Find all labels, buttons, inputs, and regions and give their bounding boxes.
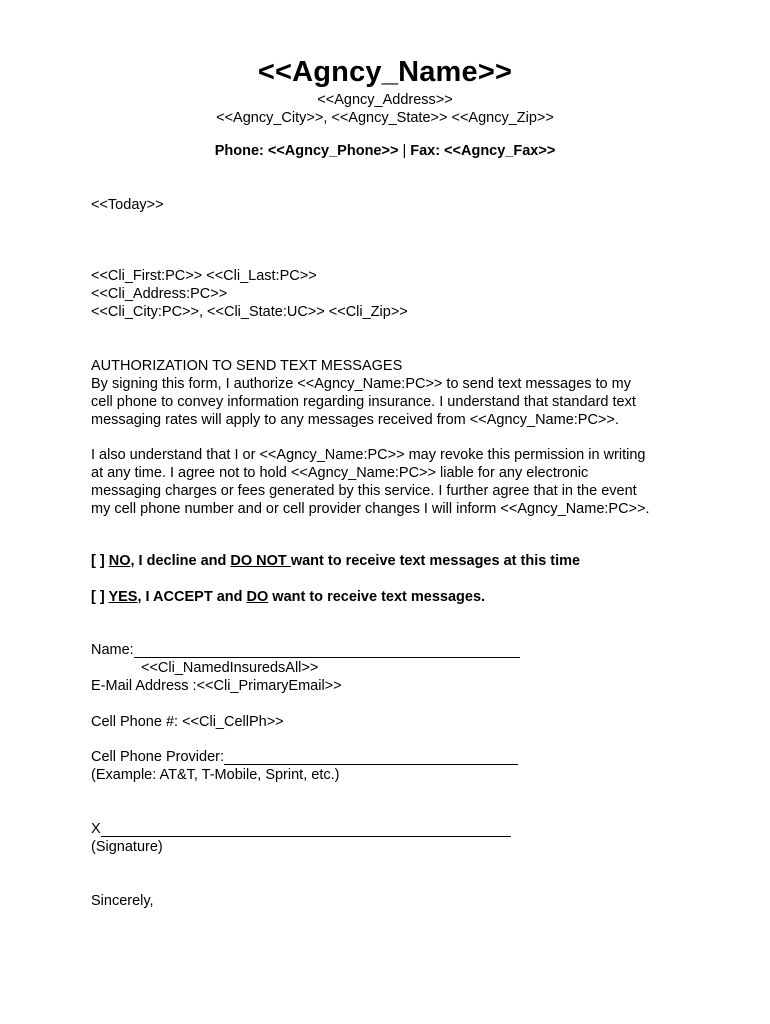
accept-text: , I ACCEPT and (137, 589, 247, 605)
agency-fax: Fax: <<Agncy_Fax>> (410, 143, 556, 159)
paragraph-line: By signing this form, I authorize <<Agncy_Name:PC>> to send text messages to my (91, 376, 631, 392)
provider-example: (Example: AT&T, T-Mobile, Sprint, etc.) (91, 767, 340, 783)
agency-phone: Phone: <<Agncy_Phone>> (214, 143, 399, 159)
decline-emphasis: DO NOT (230, 553, 291, 569)
signature-row (91, 821, 511, 837)
client-address-block (91, 267, 691, 321)
client-address: <<Cli_Address:PC>> (91, 286, 228, 302)
client-name: <<Cli_First:PC>> <<Cli_Last:PC>> (91, 268, 317, 284)
client-city-state-zip: <<Cli_City:PC>>, <<Cli_State:UC>> <<Cli_Zip>> (91, 304, 408, 320)
signature-field[interactable] (101, 822, 511, 837)
provider-field[interactable] (224, 750, 518, 765)
decline-checkbox[interactable]: [ ] (91, 553, 105, 569)
paragraph-line: messaging rates will apply to any messages received from <<Agncy_Name:PC>>. (91, 412, 619, 428)
authorization-heading: AUTHORIZATION TO SEND TEXT MESSAGES (91, 358, 403, 374)
date-text: <<Today>> (91, 197, 164, 213)
email-label: E-Mail Address :<<Cli_PrimaryEmail>> (91, 678, 342, 694)
agency-address: <<Agncy_Address>> (317, 92, 453, 108)
revocation-paragraph (91, 446, 691, 518)
accept-tail: want to receive text messages. (268, 589, 486, 605)
accept-option[interactable] (91, 589, 485, 605)
signature-label: (Signature) (91, 839, 163, 855)
contact-separator: | (402, 143, 407, 159)
signature-x: X (91, 821, 101, 837)
accept-emphasis: DO (246, 589, 269, 605)
decline-text: , I decline and (130, 553, 231, 569)
provider-row (91, 749, 518, 765)
paragraph-line: at any time. I agree not to hold <<Agncy_Name:PC>> liable for any electronic (91, 465, 589, 481)
paragraph-line: messaging charges or fees generated by this service. I further agree that in the event (91, 483, 637, 499)
letter-date (91, 196, 691, 214)
named-insureds: <<Cli_NamedInsuredsAll>> (141, 660, 319, 676)
agency-contact-line (0, 143, 770, 159)
paragraph-line: I also understand that I or <<Agncy_Name:PC>> may revoke this permission in writing (91, 447, 646, 463)
authorization-paragraph (91, 357, 691, 429)
agency-name-title: <<Agncy_Name>> (257, 56, 513, 88)
agency-city-state-zip: <<Agncy_City>>, <<Agncy_State>> <<Agncy_Zip>> (216, 110, 554, 126)
paragraph-line: my cell phone number and or cell provider changes I will inform <<Agncy_Name:PC>>. (91, 501, 650, 517)
decline-tail: want to receive text messages at this time (290, 553, 581, 569)
paragraph-line: cell phone to convey information regarding insurance. I understand that standard text (91, 394, 636, 410)
accept-checkbox[interactable]: [ ] (91, 589, 105, 605)
decline-keyword: NO (108, 553, 131, 569)
name-label: Name: (91, 642, 134, 658)
decline-option[interactable] (91, 553, 580, 569)
accept-keyword: YES (108, 589, 138, 605)
provider-label: Cell Phone Provider: (91, 749, 224, 765)
name-row (91, 642, 520, 658)
cell-phone-label: Cell Phone #: <<Cli_CellPh>> (91, 714, 284, 730)
closing: Sincerely, (91, 893, 154, 909)
name-field[interactable] (134, 643, 520, 658)
